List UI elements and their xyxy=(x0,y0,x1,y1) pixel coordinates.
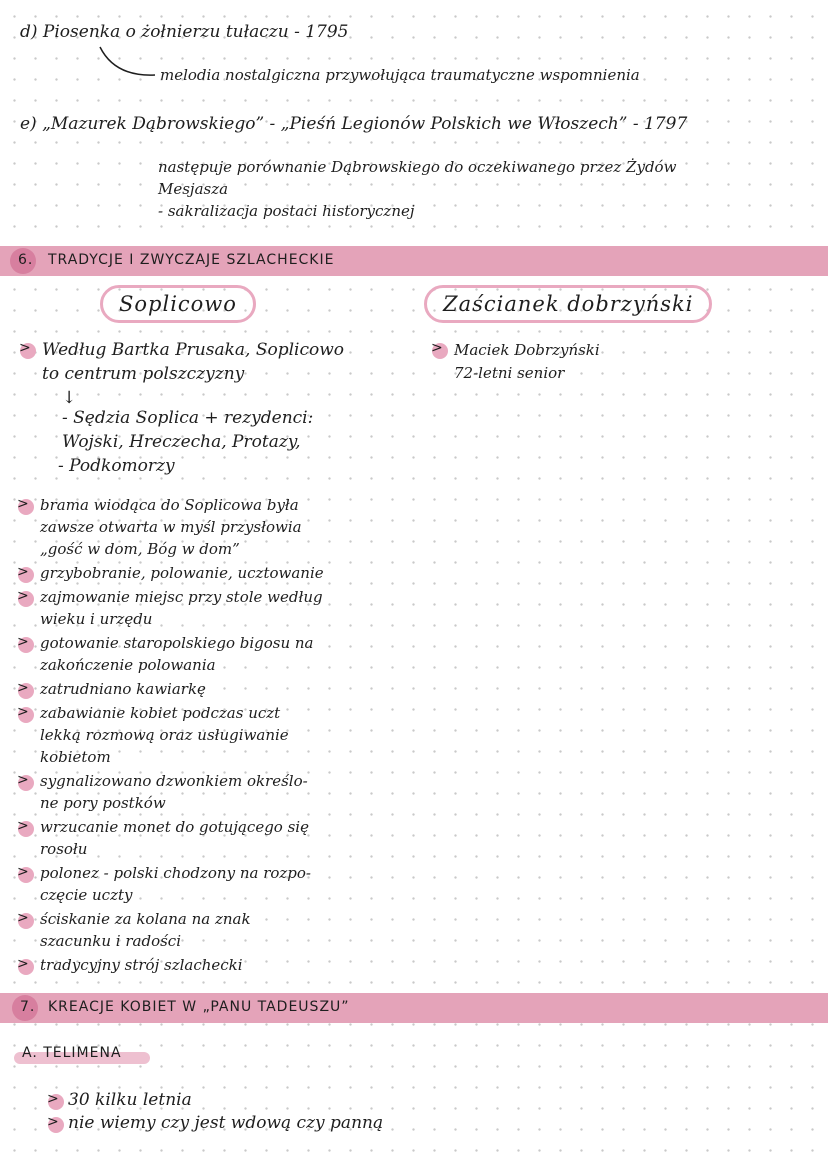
bullet-marker xyxy=(18,959,34,975)
section-7-title: KREACJE KOBIET W „PANU TADEUSZU” xyxy=(48,999,350,1015)
bullet-marker xyxy=(432,343,448,359)
bullet-marker xyxy=(18,821,34,837)
bullet-marker xyxy=(18,775,34,791)
telimena-item-2: nie wiemy czy jest wdową czy panną xyxy=(68,1113,384,1133)
note-d-comment: melodia nostalgiczna przywołująca traumatyczne wspomnienia xyxy=(160,66,640,84)
custom-item-line: zawsze otwarta w myśl przysłowia xyxy=(40,518,302,536)
bullet-marker xyxy=(18,591,34,607)
soplicowo-intro-2: to centrum polszczyzny xyxy=(42,364,245,384)
custom-item-line: częcie uczty xyxy=(40,886,133,904)
residents-line-1: - Sędzia Soplica + rezydenci: xyxy=(62,408,314,428)
custom-item-line: wrzucanie monet do gotującego się xyxy=(40,818,309,836)
custom-item-line: ściskanie za kolana na znak xyxy=(40,910,251,928)
custom-item-line: rosołu xyxy=(40,840,88,858)
note-e-line: e) „Mazurek Dąbrowskiego” - „Pieśń Legionów Polskich we Włoszech” - 1797 xyxy=(20,114,688,134)
custom-item-line: grzybobranie, polowanie, ucztowanie xyxy=(40,564,324,582)
custom-item-line: zabawianie kobiet podczas uczt xyxy=(40,704,281,722)
custom-item-line: zatrudniano kawiarkę xyxy=(40,680,206,698)
bullet-marker xyxy=(18,707,34,723)
heading-zascianek-dobrzynski: Zaścianek dobrzyński xyxy=(424,285,712,323)
note-d-line: d) Piosenka o żołnierzu tułaczu - 1795 xyxy=(20,22,349,42)
dobrzynski-item-1: Maciek Dobrzyński xyxy=(454,341,600,359)
section-6-number: 6. xyxy=(18,252,34,268)
bullet-marker xyxy=(18,683,34,699)
bullet-marker xyxy=(20,343,36,359)
custom-item-line: szacunku i radości xyxy=(40,932,181,950)
custom-item-line: lekką rozmową oraz usługiwanie xyxy=(40,726,289,744)
bullet-marker xyxy=(48,1094,64,1110)
custom-item-line: brama wiodąca do Soplicowa była xyxy=(40,496,299,514)
bullet-marker xyxy=(18,499,34,515)
custom-item-line: wieku i urzędu xyxy=(40,610,153,628)
telimena-heading: A. TELIMENA xyxy=(22,1045,122,1061)
custom-item-line: zajmowanie miejsc przy stole według xyxy=(40,588,323,606)
custom-item-line: tradycyjny strój szlachecki xyxy=(40,956,243,974)
heading-soplicowo: Soplicowo xyxy=(100,285,256,323)
bullet-marker xyxy=(18,637,34,653)
custom-item-line: gotowanie staropolskiego bigosu na xyxy=(40,634,314,652)
bullet-marker xyxy=(18,867,34,883)
curved-arrow-connector xyxy=(95,42,165,82)
telimena-item-1: 30 kilku letnia xyxy=(68,1090,192,1110)
bullet-marker xyxy=(48,1117,64,1133)
soplicowo-intro-1: Według Bartka Prusaka, Soplicowo xyxy=(42,340,344,360)
residents-line-2: Wojski, Hreczecha, Protazy, xyxy=(62,432,301,452)
bullet-marker xyxy=(18,567,34,583)
custom-item-line: polonez - polski chodzony na rozpo- xyxy=(40,864,311,882)
custom-item-line: ne pory postków xyxy=(40,794,166,812)
note-e-comment-3: - sakralizacja postaci historycznej xyxy=(158,202,415,220)
bullet-marker xyxy=(18,913,34,929)
custom-item-line: sygnalizowano dzwonkiem określo- xyxy=(40,772,308,790)
custom-item-line: „gość w dom, Bóg w dom” xyxy=(40,540,240,558)
note-e-comment-2: Mesjasza xyxy=(158,180,229,198)
residents-line-3: - Podkomorzy xyxy=(58,456,175,476)
note-e-comment-1: następuje porównanie Dąbrowskiego do oczekiwanego przez Żydów xyxy=(158,158,677,176)
down-arrow-icon: ↓ xyxy=(62,388,77,408)
custom-item-line: kobietom xyxy=(40,748,111,766)
section-7-number: 7. xyxy=(20,999,36,1015)
section-6-title: TRADYCJE I ZWYCZAJE SZLACHECKIE xyxy=(48,252,335,268)
custom-item-line: zakończenie polowania xyxy=(40,656,216,674)
dobrzynski-item-2: 72-letni senior xyxy=(454,364,565,382)
